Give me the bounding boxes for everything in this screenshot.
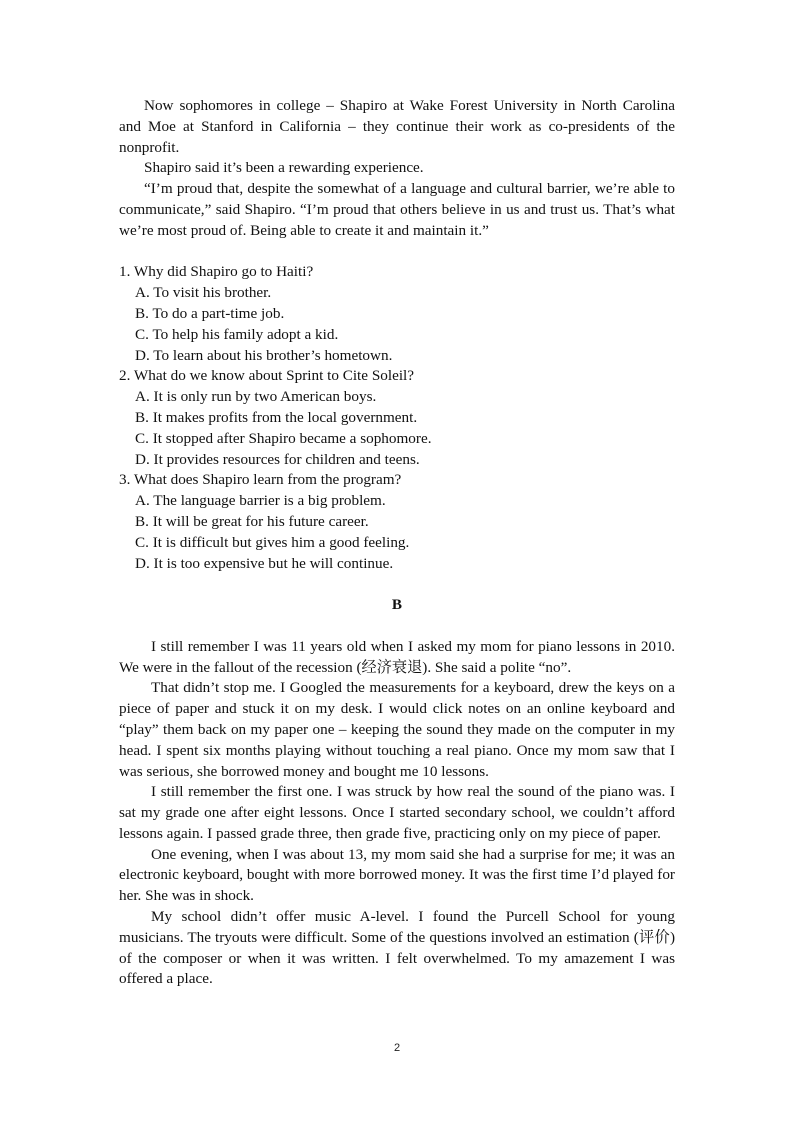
option-c: C. It is difficult but gives him a good feeling. <box>135 533 410 551</box>
question-stem: 1. Why did Shapiro go to Haiti? <box>119 263 314 281</box>
spacer <box>119 574 675 595</box>
spacer <box>119 242 675 263</box>
page-number: 2 <box>393 1042 401 1054</box>
spacer <box>119 616 675 637</box>
document-page <box>119 96 675 990</box>
option-b: B. It makes profits from the local government. <box>135 408 418 426</box>
section-title: B <box>391 596 403 614</box>
passage-b <box>119 637 675 991</box>
paragraph: I still remember the first one. I was struck by how real the sound of the piano was. I sat my grade one after eight lessons. Once I started secondary school, we couldn’t afford lessons again. I passed grade three, then grade five, practicing only on my piece of paper. <box>119 783 675 842</box>
option-b: B. It will be great for his future career. <box>135 512 369 530</box>
question-stem: 2. What do we know about Sprint to Cite Soleil? <box>119 367 414 385</box>
paragraph: One evening, when I was about 13, my mom said she had a surprise for me; it was an electronic keyboard, bought with more borrowed money. It was the first time I’d played for her. She was in shock. <box>119 845 675 905</box>
question-2 <box>119 366 675 470</box>
question-block <box>119 262 675 574</box>
option-b: B. To do a part-time job. <box>135 304 285 322</box>
option-c: C. To help his family adopt a kid. <box>135 325 339 343</box>
option-a: A. The language barrier is a big problem. <box>135 492 386 510</box>
question-3 <box>119 470 675 574</box>
paragraph: “I’m proud that, despite the somewhat of a language and cultural barrier, we’re able to communicate,” said Shapiro. “I’m proud that others believe in us and trust us. That’s what we’re most proud of. Being able to create it and maintain it.” <box>119 180 675 239</box>
option-d: D. It is too expensive but he will continue. <box>135 554 394 572</box>
question-1 <box>119 262 675 366</box>
paragraph: My school didn’t offer music A-level. I found the Purcell School for young musicians. The tryouts were difficult. Some of the questions involved an estimation (评价) of the composer or when it was written. I felt overwhelmed. To my amazement I was offered a place. <box>119 908 675 988</box>
passage-a-tail <box>119 96 675 242</box>
paragraph: I still remember I was 11 years old when I asked my mom for piano lessons in 2010. We were in the fallout of the recession (经济衰退). She said a polite “no”. <box>119 637 675 676</box>
paragraph: Now sophomores in college – Shapiro at Wake Forest University in North Carolina and Moe at Stanford in California – they continue their work as co-presidents of the nonprofit. <box>119 97 675 156</box>
option-d: D. It provides resources for children and teens. <box>135 450 420 468</box>
option-c: C. It stopped after Shapiro became a sophomore. <box>135 429 432 447</box>
option-a: A. To visit his brother. <box>135 284 272 302</box>
question-stem: 3. What does Shapiro learn from the program? <box>119 471 402 489</box>
option-a: A. It is only run by two American boys. <box>135 388 377 406</box>
paragraph: Shapiro said it’s been a rewarding experience. <box>144 159 424 177</box>
option-d: D. To learn about his brother’s hometown. <box>135 346 393 364</box>
paragraph: That didn’t stop me. I Googled the measurements for a keyboard, drew the keys on a piece of paper and stuck it on my desk. I would click notes on an online keyboard and “play” them back on my paper one – keeping the sound they made on the computer in my head. I spent six months playing without touching a real piano. Once my mom saw that I was serious, she borrowed money and bought me 10 lessons. <box>119 679 675 780</box>
